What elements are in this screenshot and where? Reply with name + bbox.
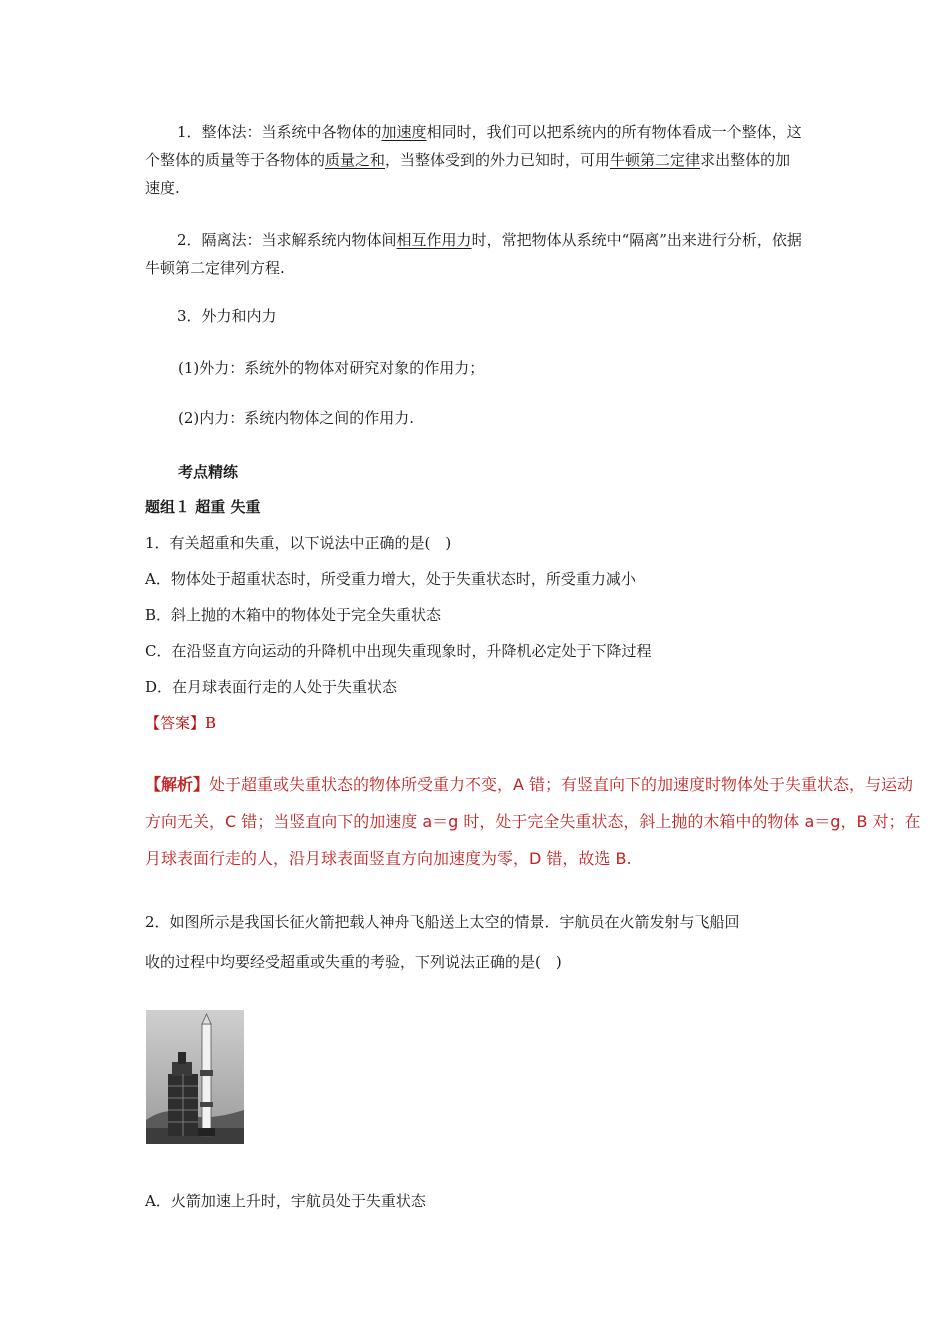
question-2-option-a: A．火箭加速上升时，宇航员处于失重状态 (145, 1192, 426, 1210)
paragraph-isolation-method (145, 226, 805, 282)
answer-value: B (205, 714, 217, 732)
question-1-analysis (145, 766, 925, 877)
question-1-option-c: C．在沿竖直方向运动的升降机中出现失重现象时，升降机必定处于下降过程 (145, 642, 652, 660)
text: 2．隔离法：当求解系统内物体间 (177, 231, 397, 249)
underlined-term: 牛顿第二定律 (610, 151, 701, 169)
question-1-answer (145, 709, 805, 737)
paragraph-external-force: (1)外力：系统外的物体对研究对象的作用力； (178, 359, 485, 377)
question-1-stem: 1．有关超重和失重，以下说法中正确的是( ) (145, 534, 452, 552)
rocket-launch-photo (146, 1010, 244, 1144)
underlined-term: 加速度 (381, 123, 427, 141)
paragraph-whole-method (145, 118, 805, 202)
text: 求出整体的加速度. (145, 151, 791, 197)
question-2-stem-line-2: 收的过程中均要经受超重或失重的考验，下列说法正确的是( ) (145, 953, 562, 971)
question-2-stem-line-1: 2．如图所示是我国长征火箭把载人神舟飞船送上太空的情景．宇航员在火箭发射与飞船回 (145, 913, 740, 931)
paragraph-forces: 3．外力和内力 (177, 307, 277, 325)
question-1-option-d: D．在月球表面行走的人处于失重状态 (145, 678, 398, 696)
text: 1．整体法：当系统中各物体的 (177, 123, 382, 141)
section-title: 考点精练 (178, 463, 239, 481)
analysis-text: 处于超重或失重状态的物体所受重力不变，A 错；有竖直向下的加速度时物体处于失重状态，与运动方向无关，C 错；当竖直向下的加速度 a＝g 时，处于完全失重状态，斜上抛的木箱中的物体 a＝g，B 对；在月球表面行走的人，沿月球表面竖直方向加速度为零，D 错，故选 B. (145, 775, 921, 868)
text: 相同时，我们可以把系统内的所有物体看成一个整体，这个整体的质量等于各物体的 (145, 123, 802, 169)
analysis-label: 【解析】 (145, 775, 210, 794)
question-1-option-b: B．斜上抛的木箱中的物体处于完全失重状态 (145, 606, 442, 624)
answer-label: 【答案】 (145, 714, 206, 732)
text: 时，常把物体从系统中“隔离”出来进行分析，依据牛顿第二定律列方程. (145, 231, 802, 277)
paragraph-internal-force: (2)内力：系统内物体之间的作用力. (178, 409, 415, 427)
underlined-term: 相互作用力 (396, 231, 472, 249)
question-1-option-a: A．物体处于超重状态时，所受重力增大，处于失重状态时，所受重力减小 (145, 570, 636, 588)
text: ，当整体受到的外力已知时，可用 (385, 151, 611, 169)
underlined-term: 质量之和 (325, 151, 386, 169)
group-title: 题组１ 超重 失重 (145, 498, 261, 516)
